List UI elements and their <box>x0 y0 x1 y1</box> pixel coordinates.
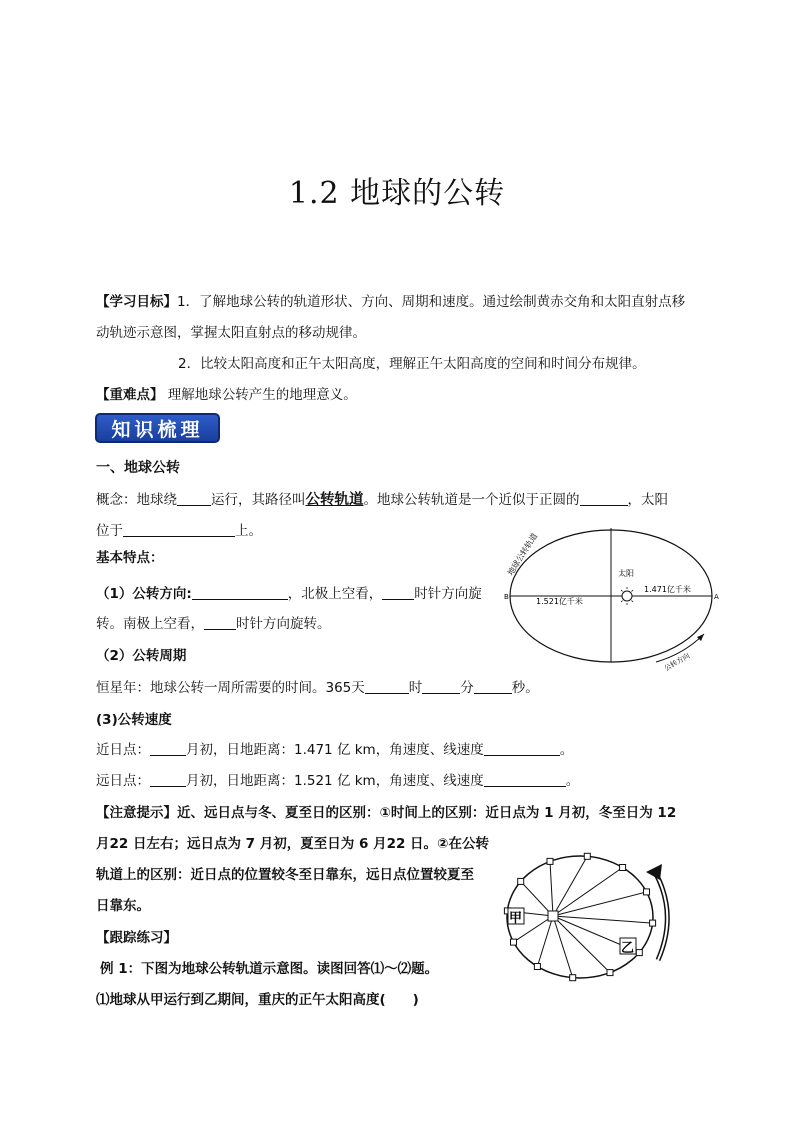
objectives-line-2: 动轨迹示意图，掌握太阳直射点的移动规律。 <box>96 325 366 341</box>
practice-label: 【跟踪练习】 <box>96 930 177 946</box>
objectives-label: 【学习目标】 <box>96 294 177 310</box>
orbit-position-marker <box>636 950 642 956</box>
point-a-label: A <box>714 593 719 601</box>
orbit-position-marker <box>644 889 650 895</box>
orbit-position-marker <box>511 939 517 945</box>
notice-label: 【注意提示】 <box>96 805 177 821</box>
aphelion-text-b: 月初，日地距离：1.521 亿 km，角速度、线速度 <box>186 773 484 789</box>
notice-line-2: 月22 日左右；远日点为 7 月初，夏至日为 6 月22 日。②在公转 <box>96 836 489 852</box>
blank <box>580 492 628 506</box>
blank <box>484 742 560 756</box>
orbit-position-marker <box>620 865 626 871</box>
period-label: （2）公转周期 <box>96 648 187 664</box>
orbit-spoke <box>553 868 623 917</box>
page-title: 1.2 地球的公转 <box>288 176 506 211</box>
period-text-b: 时 <box>408 680 423 696</box>
concept-text-d: 。地球公转轨道是一个近似于正圆的 <box>363 492 580 508</box>
orbit-spoke <box>553 856 587 916</box>
spoke-orbit-ellipse <box>507 856 653 978</box>
key-points-label: 【重难点】 <box>96 387 164 403</box>
perihelion-text-a: 近日点： <box>96 742 150 758</box>
blank <box>150 773 186 787</box>
orbit-position-marker <box>570 975 576 981</box>
direction-text-b: 时针方向旋 <box>414 586 482 602</box>
concept-text-a: 概念：地球绕 <box>96 492 177 508</box>
position-jia-label: 甲 <box>509 911 523 926</box>
concept-line-1 <box>96 488 668 509</box>
concept-text-b: 运行，其路径叫 <box>211 492 306 508</box>
orbit-position-marker <box>518 878 524 884</box>
point-b-label: B <box>504 593 509 601</box>
period-text-a: 恒星年：地球公转一周所需要的时间。365天 <box>96 680 365 696</box>
speed-label: (3)公转速度 <box>96 712 172 728</box>
concept-term: 公转轨道 <box>305 492 364 508</box>
concept-text-f: 位于 <box>96 523 123 539</box>
objectives-text-1: 1．了解地球公转的轨道形状、方向、周期和速度。通过绘制黄赤交角和太阳直射点移 <box>177 294 686 310</box>
orbit-position-marker <box>547 858 553 864</box>
distance-perihelion-label: 1.471亿千米 <box>644 585 691 594</box>
direction-label: 公转方向 <box>663 651 692 673</box>
blank <box>177 492 211 506</box>
orbit-position-marker <box>584 853 590 859</box>
sun-box <box>548 911 558 921</box>
period-text-c: 分 <box>460 680 474 696</box>
blank <box>484 773 566 787</box>
orbit-position-marker <box>534 964 540 970</box>
direction-text-a: ，北极上空看， <box>287 586 383 602</box>
section-heading: 一、地球公转 <box>96 460 180 476</box>
distance-aphelion-label: 1.521亿千米 <box>536 597 583 606</box>
position-yi-label: 乙 <box>621 941 635 956</box>
concept-line-2 <box>96 519 262 539</box>
direction-label: （1）公转方向: <box>96 586 192 602</box>
direction-text-c: 转。南极上空看， <box>96 616 204 632</box>
blank <box>192 586 288 600</box>
notice-line-1 <box>96 801 676 821</box>
objectives-line-1 <box>96 290 685 310</box>
orbit-spoke <box>537 916 553 967</box>
concept-text-e: ，太阳 <box>627 492 668 508</box>
blank <box>150 742 186 756</box>
blank <box>204 616 236 630</box>
example-1: 例 1：下图为地球公转轨道示意图。读图回答⑴～⑵题。 <box>100 961 439 977</box>
question-1: ⑴地球从甲运行到乙期间，重庆的正午太阳高度( ) <box>96 992 419 1008</box>
orbit-spoke-diagram <box>500 842 700 984</box>
orbit-spoke <box>553 892 647 916</box>
aphelion-text-c: 。 <box>565 773 580 789</box>
period-line <box>96 676 539 696</box>
orbit-position-marker <box>650 920 656 926</box>
orbit-position-marker <box>607 970 613 976</box>
direction-line-2 <box>96 612 331 632</box>
period-text-d: 秒。 <box>511 680 539 696</box>
knowledge-badge: 知识梳理 <box>95 413 220 443</box>
objectives-line-3: 2．比较太阳高度和正午太阳高度，理解正午太阳高度的空间和时间分布规律。 <box>178 356 646 372</box>
orbit-label: 地球公转轨道 <box>506 531 540 578</box>
revolution-arrow-head <box>646 864 662 880</box>
blank <box>474 680 512 694</box>
direction-line-1 <box>96 582 482 602</box>
aphelion-line <box>96 769 579 789</box>
blank <box>123 523 235 537</box>
orbit-position-markers <box>504 853 655 980</box>
basic-features-heading: 基本特点： <box>96 550 164 566</box>
direction-text-d: 时针方向旋转。 <box>236 616 331 632</box>
blank <box>365 680 409 694</box>
notice-line-4: 日靠东。 <box>96 898 150 914</box>
orbit-spokes <box>507 856 652 977</box>
key-points <box>96 383 357 403</box>
notice-text-1: 近、远日点与冬、夏至日的区别：①时间上的区别：近日点为 1 月初，冬至日为 12 <box>177 805 677 821</box>
aphelion-text-a: 远日点： <box>96 773 150 789</box>
key-points-text: 理解地球公转产生的地理意义。 <box>167 387 357 403</box>
perihelion-line <box>96 738 573 758</box>
sun-label: 太阳 <box>618 569 634 578</box>
blank <box>382 586 414 600</box>
perihelion-text-c: 。 <box>559 742 574 758</box>
orbit-spoke <box>550 861 553 916</box>
perihelion-text-b: 月初，日地距离：1.471 亿 km，角速度、线速度 <box>186 742 484 758</box>
concept-text-g: 上。 <box>235 523 262 539</box>
blank <box>422 680 460 694</box>
orbit-diagram <box>494 518 726 678</box>
notice-line-3: 轨道上的区别：近日点的位置较冬至日靠东，远日点位置较夏至 <box>96 867 474 883</box>
